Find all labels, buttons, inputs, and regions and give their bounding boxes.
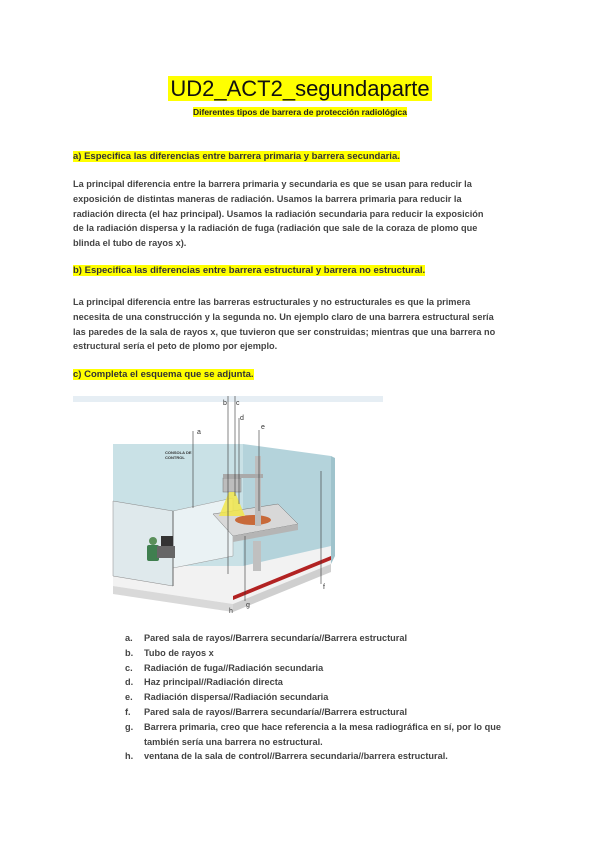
label-e: e xyxy=(261,424,265,431)
list-marker: d. xyxy=(125,677,134,688)
tube-arm xyxy=(223,474,263,478)
label-h: h xyxy=(229,608,233,614)
operator-head xyxy=(149,537,157,545)
label-c: c xyxy=(236,400,240,407)
list-item xyxy=(125,661,505,676)
right-wall-edge xyxy=(331,456,335,564)
question-a: a) Especifica las diferencias entre barrera primaria y barrera secundaria. xyxy=(73,151,400,162)
label-g: g xyxy=(246,602,250,609)
answer-a-line: blinda el tubo de rayos x). xyxy=(73,238,187,249)
document-title: UD2_ACT2_segundaparte xyxy=(170,76,430,101)
list-item xyxy=(125,631,505,646)
list-marker: a. xyxy=(125,633,133,643)
xray-tube xyxy=(223,478,241,492)
console-label-1: CONSOLA DE xyxy=(165,450,192,455)
console-desk xyxy=(157,546,175,558)
list-item-text: Radiación dispersa//Radiación secundaria xyxy=(144,692,329,703)
answer-b-line: La principal diferencia entre las barreras estructurales y no estructurales es que la primera xyxy=(73,297,471,307)
list-item-text: Barrera primaria, creo que hace referencia a la mesa radiográfica en sí, por lo que también sería una barrera no estructural. xyxy=(144,721,501,747)
list-marker: f. xyxy=(125,706,131,717)
answer-a-line: La principal diferencia entre la barrera primaria y secundaria es que se usan para reducir la xyxy=(73,179,472,189)
answer-a xyxy=(73,177,533,251)
label-a: a xyxy=(197,429,201,436)
answer-b-line: las paredes de la sala de rayos x, que tuvieron que ser construidas; mientras que una barrera no xyxy=(73,326,496,337)
list-item xyxy=(125,720,505,750)
tube-column xyxy=(255,456,261,526)
answers-list xyxy=(125,631,505,764)
table-pedestal xyxy=(253,541,261,571)
label-f: f xyxy=(323,584,325,591)
answer-a-line: de la radiación dispersa y la radiación de fuga (radiación que sale de la coraza de plomo que xyxy=(73,223,478,234)
list-item xyxy=(125,690,505,705)
document-subtitle: Diferentes tipos de barrera de protección radiológica xyxy=(193,107,407,117)
list-marker: e. xyxy=(125,692,133,703)
list-item-text: Pared sala de rayos//Barrera secundaría//Barrera estructural xyxy=(144,633,408,643)
list-item-text: Tubo de rayos x xyxy=(144,647,214,658)
list-item xyxy=(125,705,505,720)
list-marker: c. xyxy=(125,662,133,673)
patient xyxy=(235,515,271,525)
answer-a-line: radiación directa (el haz principal). Usamos la radiación secundaria para reducir la exposición xyxy=(73,208,484,219)
list-marker: g. xyxy=(125,721,134,732)
console-monitor xyxy=(161,536,173,546)
list-marker: b. xyxy=(125,647,134,658)
answer-b xyxy=(73,295,533,354)
console-label-2: CONTROL xyxy=(165,455,185,460)
list-item-text: Haz principal//Radiación directa xyxy=(144,677,283,688)
answer-b-line: estructural sería el peto de plomo por ejemplo. xyxy=(73,341,278,352)
list-item xyxy=(125,646,505,661)
list-marker: h. xyxy=(125,751,134,762)
answer-a-line: exposición de distintas maneras de radiación. Usamos la barrera primaria para reducir la xyxy=(73,193,462,204)
list-item-text: Pared sala de rayos//Barrera secundaría//Barrera estructural xyxy=(144,706,408,717)
label-b: b xyxy=(223,400,227,407)
answer-b-line: necesita de una construcción y la segunda no. Un ejemplo claro de una barrera estructural sería xyxy=(73,311,494,322)
list-item-text: Radiación de fuga//Radiación secundaria xyxy=(144,662,324,673)
label-d: d xyxy=(240,415,244,422)
question-c: c) Completa el esquema que se adjunta. xyxy=(73,369,254,380)
list-item xyxy=(125,749,505,764)
xray-room-diagram xyxy=(73,396,383,614)
question-b: b) Especifica las diferencias entre barrera estructural y barrera no estructural. xyxy=(73,265,426,276)
list-item-text: ventana de la sala de control//Barrera secundaria//barrera estructural. xyxy=(144,751,448,762)
list-item xyxy=(125,675,505,690)
